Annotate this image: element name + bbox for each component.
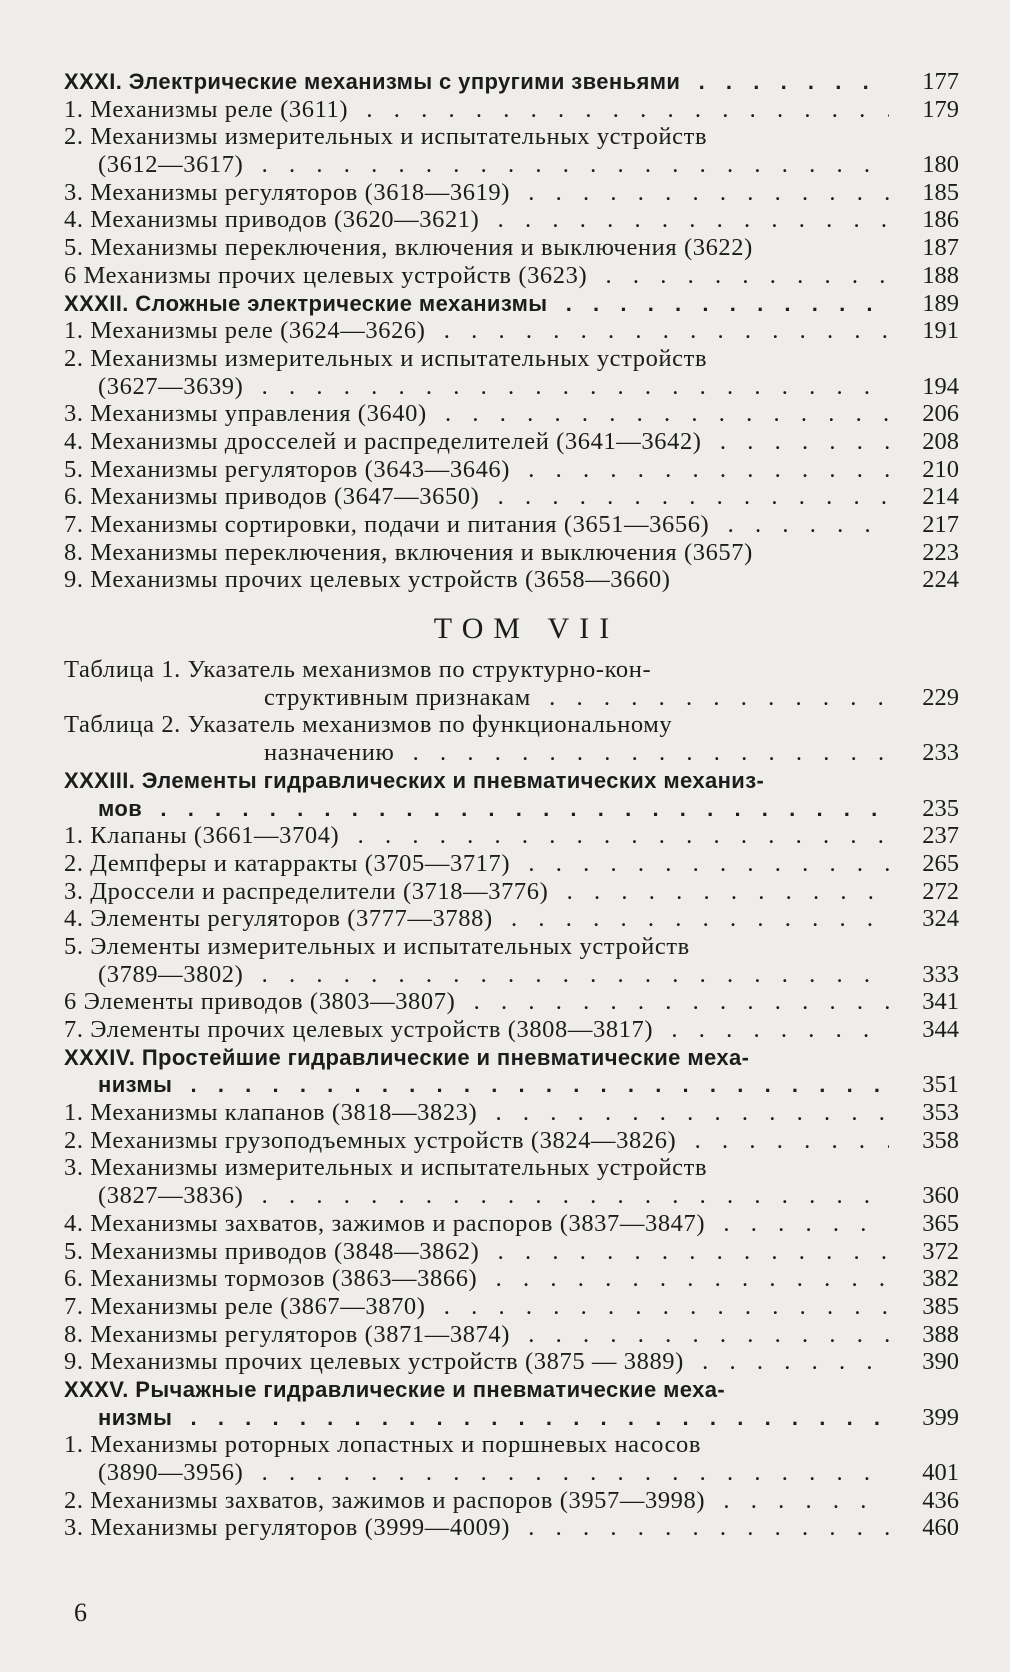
toc-entry bbox=[64, 739, 959, 767]
toc-entry bbox=[64, 68, 959, 96]
toc-entry bbox=[64, 684, 959, 712]
toc-entry-title: 3. Дроссели и распределители (3718—3776) . . bbox=[64, 878, 889, 906]
toc-entry-title: низмы . . bbox=[98, 1404, 889, 1432]
toc-entry-title: 9. Механизмы прочих целевых устройств (3658—3660) bbox=[64, 566, 671, 594]
toc-entry-title: 4. Механизмы дросселей и распределителей (3641—3642) . . bbox=[64, 428, 889, 456]
toc-entry bbox=[64, 1293, 959, 1321]
page-number: 6 bbox=[74, 1598, 87, 1627]
toc-volume-vii-part bbox=[64, 656, 959, 1542]
toc-entry bbox=[64, 96, 959, 124]
toc-entry-page: 214 bbox=[922, 483, 959, 511]
toc-entry-page: 194 bbox=[922, 372, 959, 400]
toc-entry-title: XXXII. Сложные электрические механизмы . . bbox=[64, 290, 889, 318]
toc-entry-page: 333 bbox=[922, 960, 959, 988]
toc-entry-title: 5. Механизмы переключения, включения и выключения (3622) bbox=[64, 234, 753, 262]
toc-entry-title: назначению . . bbox=[264, 739, 889, 767]
toc-entry-page: 436 bbox=[922, 1486, 959, 1514]
toc-entry bbox=[64, 988, 959, 1016]
toc-entry-title: 8. Механизмы регуляторов (3871—3874) . . bbox=[64, 1321, 889, 1349]
toc-entry-page: 382 bbox=[922, 1265, 959, 1293]
toc-entry-title: 1. Механизмы реле (3611) . . bbox=[64, 96, 889, 124]
toc-entry-title: XXXIII. Элементы гидравлических и пневматических механиз- bbox=[64, 767, 765, 793]
toc-entry bbox=[64, 1154, 959, 1182]
toc-entry bbox=[64, 1514, 959, 1542]
toc-entry bbox=[64, 1099, 959, 1127]
toc-entry-title: 3. Механизмы управления (3640) . . bbox=[64, 400, 889, 428]
toc-entry bbox=[64, 1348, 959, 1376]
toc-entry bbox=[64, 262, 959, 290]
toc-entry-title: 1. Клапаны (3661—3704) . . bbox=[64, 822, 889, 850]
toc-entry bbox=[64, 1265, 959, 1293]
toc-entry-page: 388 bbox=[922, 1320, 959, 1348]
toc-entry bbox=[64, 711, 959, 739]
toc-entry-page: 341 bbox=[922, 988, 959, 1016]
toc-entry bbox=[64, 1044, 959, 1072]
toc-entry-title: Таблица 2. Указатель механизмов по функциональному bbox=[64, 711, 673, 739]
toc-entry-title: 5. Механизмы регуляторов (3643—3646) . . bbox=[64, 456, 889, 484]
toc-entry-title: 6 Элементы приводов (3803—3807) . . bbox=[64, 988, 889, 1016]
toc-entry-page: 401 bbox=[922, 1459, 959, 1486]
toc-entry-title: 2. Механизмы измерительных и испытательных устройств bbox=[64, 123, 708, 151]
toc-entry bbox=[64, 539, 959, 567]
toc-entry-title: 1. Механизмы реле (3624—3626) . . bbox=[64, 317, 889, 345]
toc-entry-page: 187 bbox=[922, 234, 959, 262]
toc-entry-title: XXXIV. Простейшие гидравлические и пневматические меха- bbox=[64, 1044, 750, 1070]
toc-entry-page: 188 bbox=[922, 261, 959, 289]
toc-entry-page: 206 bbox=[922, 400, 959, 428]
toc-entry bbox=[64, 878, 959, 906]
toc-entry-page: 229 bbox=[922, 683, 959, 711]
toc-entry-title: структивным признакам . . bbox=[264, 684, 889, 712]
toc-entry-title: 1. Механизмы роторных лопастных и поршневых насосов bbox=[64, 1431, 702, 1459]
toc-entry-title: (3890—3956) . . bbox=[98, 1459, 889, 1487]
toc-entry bbox=[64, 290, 959, 318]
toc-entry-page: 208 bbox=[922, 427, 959, 455]
toc-entry bbox=[64, 850, 959, 878]
toc-entry bbox=[64, 1404, 959, 1432]
toc-entry-page: 385 bbox=[922, 1292, 959, 1320]
toc-entry bbox=[64, 1071, 959, 1099]
toc-entry-title: XXXI. Электрические механизмы с упругими звеньями . . bbox=[64, 68, 889, 96]
toc-entry bbox=[64, 373, 959, 401]
toc-entry-page: 365 bbox=[922, 1209, 959, 1237]
toc-entry-page: 324 bbox=[922, 905, 959, 933]
toc-entry bbox=[64, 1321, 959, 1349]
toc-entry-title: (3627—3639) . . bbox=[98, 373, 889, 401]
toc-entry-title: 2. Механизмы грузоподъемных устройств (3824—3826) . . bbox=[64, 1127, 889, 1155]
toc-entry bbox=[64, 317, 959, 345]
toc-entry bbox=[64, 905, 959, 933]
toc-entry-page: 360 bbox=[922, 1182, 959, 1210]
toc-entry-page: 217 bbox=[922, 511, 959, 538]
toc-entry bbox=[64, 511, 959, 539]
toc-entry-page: 265 bbox=[922, 849, 959, 877]
toc-entry bbox=[64, 795, 959, 823]
toc-entry bbox=[64, 656, 959, 684]
toc-entry-title: 2. Механизмы измерительных и испытательных устройств bbox=[64, 344, 708, 372]
toc-entry-title: 3. Механизмы измерительных и испытательных устройств bbox=[64, 1154, 708, 1182]
toc-entry-title: 4. Механизмы приводов (3620—3621) . . bbox=[64, 206, 889, 234]
toc-entry-page: 233 bbox=[922, 739, 959, 767]
toc-entry-title: 2. Демпферы и катарракты (3705—3717) . . bbox=[64, 850, 889, 878]
toc-entry bbox=[64, 206, 959, 234]
toc-entry-title: 3. Механизмы регуляторов (3618—3619) . . bbox=[64, 179, 889, 207]
toc-entry bbox=[64, 1127, 959, 1155]
toc-entry-page: 390 bbox=[922, 1348, 959, 1376]
toc-entry-page: 237 bbox=[922, 822, 959, 850]
toc-entry-title: Таблица 1. Указатель механизмов по структурно-кон- bbox=[64, 656, 652, 684]
toc-entry-title: мов . . bbox=[98, 795, 889, 823]
volume-title: ТОМ VII bbox=[433, 612, 620, 646]
toc-entry bbox=[64, 483, 959, 511]
toc-entry-page: 223 bbox=[922, 538, 959, 566]
toc-entry-title: 6. Механизмы тормозов (3863—3866) . . bbox=[64, 1265, 889, 1293]
toc-entry-title: 7. Механизмы реле (3867—3870) . . bbox=[64, 1293, 889, 1321]
toc-entry-title: 4. Механизмы захватов, зажимов и распоров (3837—3847) . . bbox=[64, 1210, 889, 1238]
toc-entry-page: 185 bbox=[922, 178, 959, 206]
toc-entry-title: (3789—3802) . . bbox=[98, 961, 889, 989]
toc-entry bbox=[64, 123, 959, 151]
toc-entry-page: 399 bbox=[922, 1403, 959, 1431]
toc-entry-page: 224 bbox=[922, 566, 959, 594]
toc-entry-title: 6. Механизмы приводов (3647—3650) . . bbox=[64, 483, 889, 511]
toc-entry-page: 344 bbox=[922, 1016, 959, 1043]
toc-entry-title: 4. Элементы регуляторов (3777—3788) . . bbox=[64, 905, 889, 933]
toc-entry-page: 272 bbox=[922, 877, 959, 905]
table-of-contents bbox=[64, 68, 959, 1542]
toc-entry-title: 7. Элементы прочих целевых устройств (3808—3817) . . bbox=[64, 1016, 889, 1044]
toc-entry bbox=[64, 151, 959, 179]
toc-entry bbox=[64, 961, 959, 989]
toc-entry-title: 2. Механизмы захватов, зажимов и распоров (3957—3998) . . bbox=[64, 1487, 889, 1515]
toc-entry-title: 1. Механизмы клапанов (3818—3823) . . bbox=[64, 1099, 889, 1127]
toc-entry bbox=[64, 1487, 959, 1515]
toc-entry-page: 351 bbox=[922, 1071, 959, 1099]
toc-entry-page: 186 bbox=[922, 206, 959, 234]
toc-volume-vi-part bbox=[64, 68, 959, 594]
toc-entry-title: 7. Механизмы сортировки, подачи и питания (3651—3656) . . bbox=[64, 511, 889, 539]
toc-entry bbox=[64, 822, 959, 850]
toc-entry-page: 372 bbox=[922, 1237, 959, 1265]
toc-entry-title: 5. Элементы измерительных и испытательных устройств bbox=[64, 932, 690, 960]
toc-entry-page: 180 bbox=[922, 151, 959, 179]
toc-entry-page: 179 bbox=[922, 95, 959, 123]
toc-entry bbox=[64, 428, 959, 456]
toc-entry-page: 177 bbox=[922, 68, 959, 95]
toc-entry bbox=[64, 1210, 959, 1238]
toc-entry-title: (3827—3836) . . bbox=[98, 1182, 889, 1210]
toc-entry-page: 235 bbox=[922, 794, 959, 822]
toc-entry bbox=[64, 566, 959, 594]
toc-entry bbox=[64, 179, 959, 207]
toc-entry-title: 9. Механизмы прочих целевых устройств (3875 — 3889) . . bbox=[64, 1348, 889, 1376]
toc-entry-title: 3. Механизмы регуляторов (3999—4009) . . bbox=[64, 1514, 889, 1542]
toc-entry-title: 8. Механизмы переключения, включения и выключения (3657) bbox=[64, 538, 753, 566]
toc-entry bbox=[64, 1238, 959, 1266]
toc-entry-title: 5. Механизмы приводов (3848—3862) . . bbox=[64, 1238, 889, 1266]
toc-entry bbox=[64, 400, 959, 428]
toc-entry bbox=[64, 456, 959, 484]
toc-entry-title: XXXV. Рычажные гидравлические и пневматические меха- bbox=[64, 1376, 726, 1402]
toc-entry bbox=[64, 1016, 959, 1044]
toc-entry-page: 358 bbox=[922, 1126, 959, 1154]
toc-entry bbox=[64, 1376, 959, 1404]
toc-entry-page: 191 bbox=[922, 317, 959, 345]
toc-entry bbox=[64, 767, 959, 795]
toc-entry bbox=[64, 1182, 959, 1210]
toc-entry-title: 6 Механизмы прочих целевых устройств (3623) . . bbox=[64, 262, 889, 290]
toc-entry-page: 189 bbox=[922, 289, 959, 317]
toc-entry-title: низмы . . bbox=[98, 1071, 889, 1099]
toc-entry-title: (3612—3617) . . bbox=[98, 151, 889, 179]
toc-entry-page: 210 bbox=[922, 455, 959, 483]
toc-entry bbox=[64, 1431, 959, 1459]
toc-entry bbox=[64, 933, 959, 961]
toc-entry-page: 460 bbox=[922, 1514, 959, 1542]
toc-entry bbox=[64, 234, 959, 262]
toc-entry bbox=[64, 1459, 959, 1487]
toc-entry-page: 353 bbox=[922, 1099, 959, 1127]
toc-entry bbox=[64, 345, 959, 373]
